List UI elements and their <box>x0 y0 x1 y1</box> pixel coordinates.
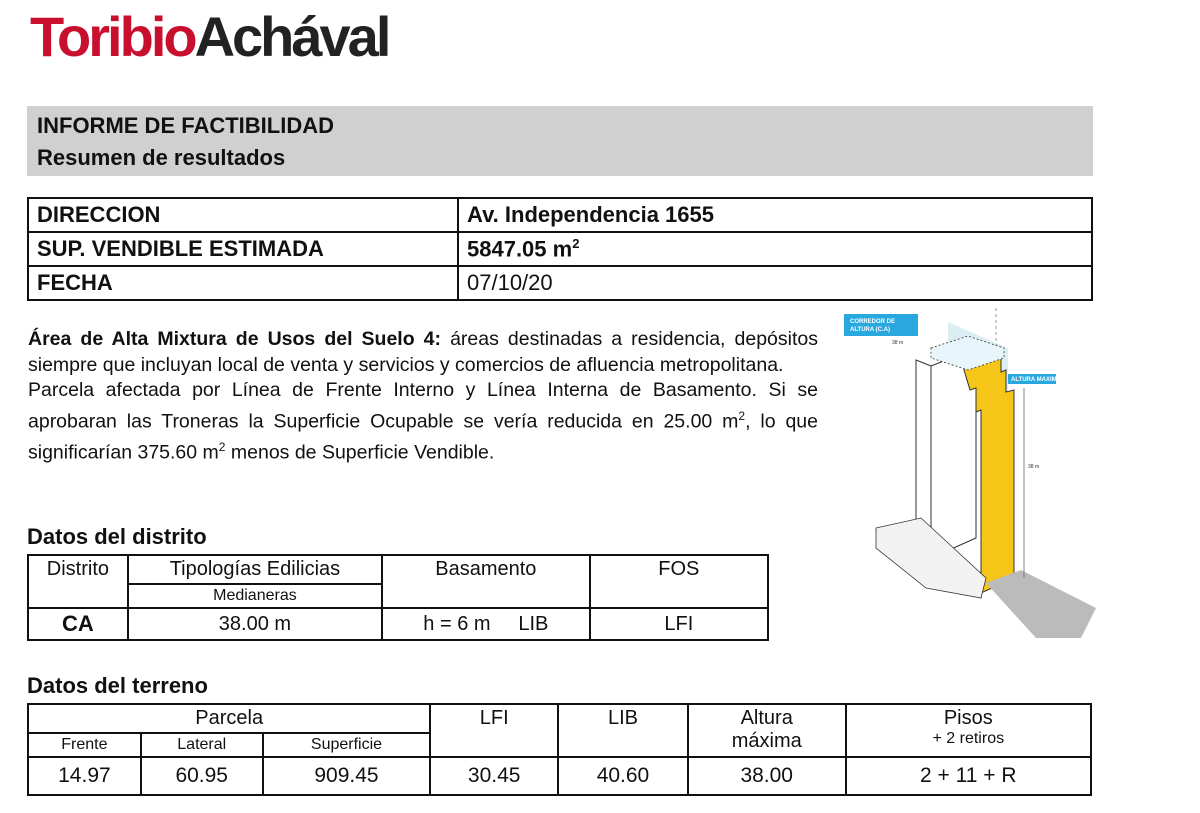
col-pisos-label: Pisos <box>943 707 993 729</box>
report-subtitle: Resumen de resultados <box>37 145 286 170</box>
val-medianeras: 38.00 m <box>128 608 382 640</box>
report-banner <box>27 106 1093 176</box>
description-paragraph-2 <box>28 378 818 466</box>
sub-superficie: Superficie <box>263 733 431 757</box>
direccion-value: Av. Independencia 1655 <box>458 198 1092 232</box>
property-info-table <box>27 197 1093 301</box>
distrito-header-row <box>28 555 768 584</box>
direccion-label: DIRECCION <box>28 198 458 232</box>
col-fos: FOS <box>590 555 768 608</box>
col-basamento: Basamento <box>382 555 590 608</box>
fecha-value: 07/10/20 <box>458 266 1092 300</box>
col-distrito: Distrito <box>28 555 128 608</box>
distrito-table <box>27 554 769 641</box>
terreno-value-row <box>28 757 1091 795</box>
zoning-description <box>28 327 818 466</box>
parcel-note-text-3: menos de Superficie Vendible. <box>225 441 495 463</box>
val-lateral: 60.95 <box>141 757 263 795</box>
col-lfi: LFI <box>430 704 558 757</box>
description-paragraph-1 <box>28 327 818 378</box>
fecha-label: FECHA <box>28 266 458 300</box>
distrito-heading: Datos del distrito <box>27 524 207 549</box>
altura-tag-label: ALTURA MAXIMA <box>1011 377 1061 383</box>
sup-vendible-label: SUP. VENDIBLE ESTIMADA <box>28 232 458 266</box>
zoning-area-name: Área de Alta Mixtura de Usos del Suelo 4: <box>28 328 442 350</box>
parcel-note-exp: 2 <box>738 408 746 423</box>
parcel-note-text: Parcela afectada por Línea de Frente Interno y Línea Interna de Basamento. Si se aprobaran las Troneras la Superficie Ocupable se vería reducida en 25.00 m <box>28 379 818 432</box>
height-dimension-label: 38 m <box>1028 464 1040 470</box>
val-fos: LFI <box>590 608 768 640</box>
sub-medianeras: Medianeras <box>128 584 382 608</box>
parcel-note-exp-2: 2 <box>218 439 226 454</box>
col-pisos <box>846 704 1091 757</box>
logo-part2: Achával <box>194 5 389 68</box>
col-pisos-sub: + 2 retiros <box>932 730 1005 747</box>
toribio-achaval-logo <box>30 6 388 68</box>
report-title: INFORME DE FACTIBILIDAD <box>37 113 334 138</box>
terreno-heading: Datos del terreno <box>27 673 208 698</box>
sub-lateral: Lateral <box>141 733 263 757</box>
corridor-tag-line1: CORREDOR DE <box>850 319 896 325</box>
logo-part1: Toribio <box>30 5 195 68</box>
col-parcela: Parcela <box>28 704 430 733</box>
corridor-tag-line2: ALTURA (C.A) <box>850 327 890 333</box>
val-frente: 14.97 <box>28 757 141 795</box>
corridor-tag-value: 38 m <box>892 340 904 346</box>
parcel-note-text-2: , lo que significarían 375.60 m <box>28 410 818 463</box>
sidewalk-strip <box>986 570 1096 638</box>
col-lib: LIB <box>558 704 688 757</box>
info-row-superficie <box>28 232 1092 266</box>
val-lib: 40.60 <box>558 757 688 795</box>
distrito-value-row <box>28 608 768 640</box>
terreno-header-row <box>28 704 1091 733</box>
col-altura-line1: Altura <box>740 707 793 729</box>
val-lfi: 30.45 <box>430 757 558 795</box>
zoning-area-text: áreas destinadas a residencia, depósitos siempre que incluyan local de venta y servicios y comercios de afluencia metropolitana. <box>28 328 818 376</box>
val-pisos: 2 + 11 + R <box>846 757 1091 795</box>
val-altura: 38.00 <box>688 757 846 795</box>
building-volume-diagram <box>836 308 1096 638</box>
sub-frente: Frente <box>28 733 141 757</box>
sup-vendible-exp: 2 <box>572 235 580 251</box>
sup-vendible-value <box>458 232 1092 266</box>
val-superficie: 909.45 <box>263 757 431 795</box>
info-row-direccion <box>28 198 1092 232</box>
sup-vendible-number: 5847.05 m <box>467 236 573 262</box>
col-altura <box>688 704 846 757</box>
col-tipologias: Tipologías Edilicias <box>128 555 382 584</box>
val-basamento: h = 6 m LIB <box>382 608 590 640</box>
col-altura-line2: máxima <box>731 730 802 752</box>
val-distrito: CA <box>28 608 128 640</box>
info-row-fecha <box>28 266 1092 300</box>
terreno-table <box>27 703 1092 796</box>
